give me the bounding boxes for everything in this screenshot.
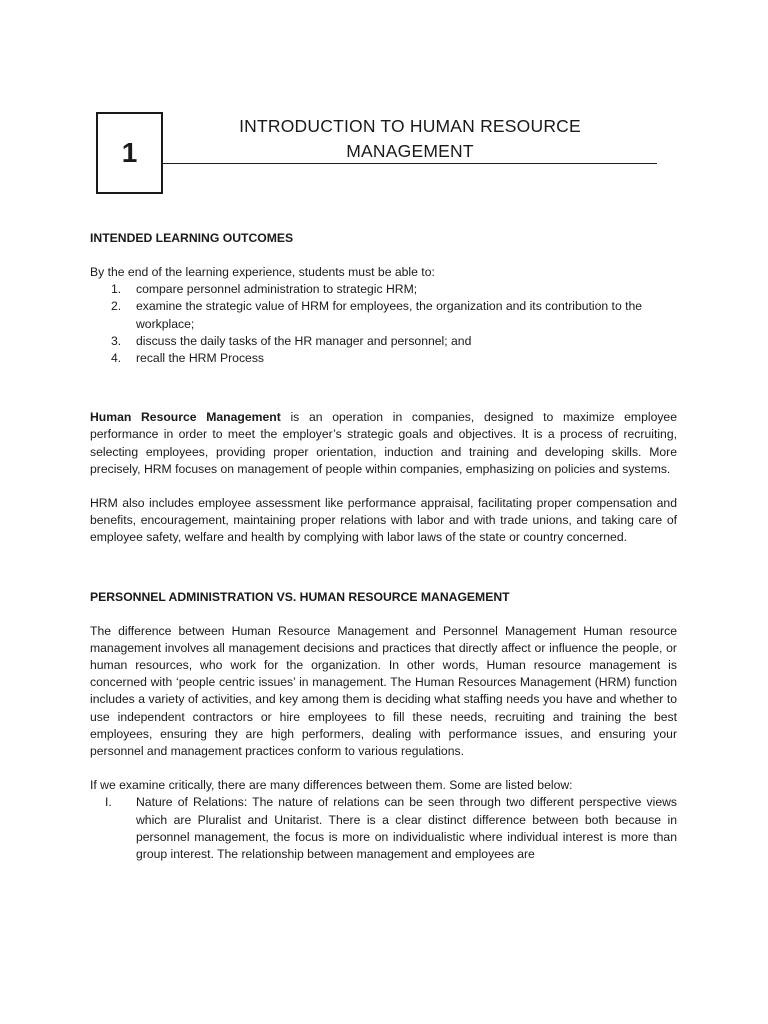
list-item-text: Nature of Relations: The nature of relations can be seen through two different perspective views which are Pluralist and Unitarist. There is a clear distinct difference between both because in personnel management, the focus is more on individualistic where individual interest is more than group interest. The relationship between management and employees are (136, 795, 677, 862)
pa-vs-hrm-paragraph: The difference between Human Resource Management and Personnel Management Human resource management involves all management decisions and practices that directly affect or influence the people, or human resources, who work for the organization. In other words, Human resource management is concerned with ‘people centric issues’ in management. The Human Resources Management (HRM) function includes a variety of activities, and key among them is deciding what staffing needs you have and whether to use independent contractors or hire employees to fill these needs, recruiting and training the best employees, ensuring they are high performers, dealing with performance issues, and ensuring your personnel and management practices conform to various regulations. (90, 623, 677, 759)
ilo-heading: INTENDED LEARNING OUTCOMES (90, 231, 294, 245)
hrm-term: Human Resource Management (90, 410, 281, 425)
list-item-number: 4. (111, 351, 122, 366)
hrm-definition-text: is an operation in companies, designed to maximize employee performance in order to meet the employer’s strategic goals and objectives. It is a process of recruiting, selecting employees, providing proper orientation, induction and training and developing skills. More precisely, HRM focuses on management of people within companies, emphasizing on policies and systems. (90, 410, 677, 476)
list-item-number: 3. (111, 333, 122, 348)
chapter-number: 1 (121, 137, 138, 168)
title-divider (163, 163, 657, 164)
list-item-text: examine the strategic value of HRM for employees, the organization and its contribution to the workplace; (136, 299, 643, 331)
list-item (90, 794, 677, 863)
hrm-definition-paragraph (90, 409, 677, 478)
list-item-number: I. (105, 795, 112, 810)
list-item (90, 333, 677, 350)
differences-intro: If we examine critically, there are many differences between them. Some are listed below: (90, 778, 573, 793)
list-item (90, 298, 677, 332)
hrm-scope-paragraph: HRM also includes employee assessment like performance appraisal, facilitating proper compensation and benefits, encouragement, maintaining proper relations with labor and with trade unions, and taking care of employee safety, welfare and health by complying with labor laws of the state or country concerned. (90, 496, 677, 545)
ilo-intro: By the end of the learning experience, students must be able to: (90, 265, 435, 279)
list-item-number: 1. (111, 282, 122, 297)
chapter-title-line1: INTRODUCTION TO HUMAN RESOURCE (239, 116, 581, 136)
list-item-text: compare personnel administration to strategic HRM; (136, 282, 418, 297)
chapter-number-box (96, 112, 163, 194)
list-item-text: recall the HRM Process (136, 351, 265, 366)
ilo-list (90, 281, 677, 367)
chapter-title (163, 114, 657, 164)
differences-list (90, 794, 677, 863)
list-item (90, 350, 677, 367)
pa-vs-hrm-heading: PERSONNEL ADMINISTRATION VS. HUMAN RESOURCE MANAGEMENT (90, 589, 510, 604)
list-item (90, 281, 677, 298)
main-content (90, 230, 677, 863)
list-item-text: discuss the daily tasks of the HR manager and personnel; and (136, 333, 472, 348)
chapter-title-line2: MANAGEMENT (346, 141, 474, 161)
list-item-number: 2. (111, 299, 122, 314)
